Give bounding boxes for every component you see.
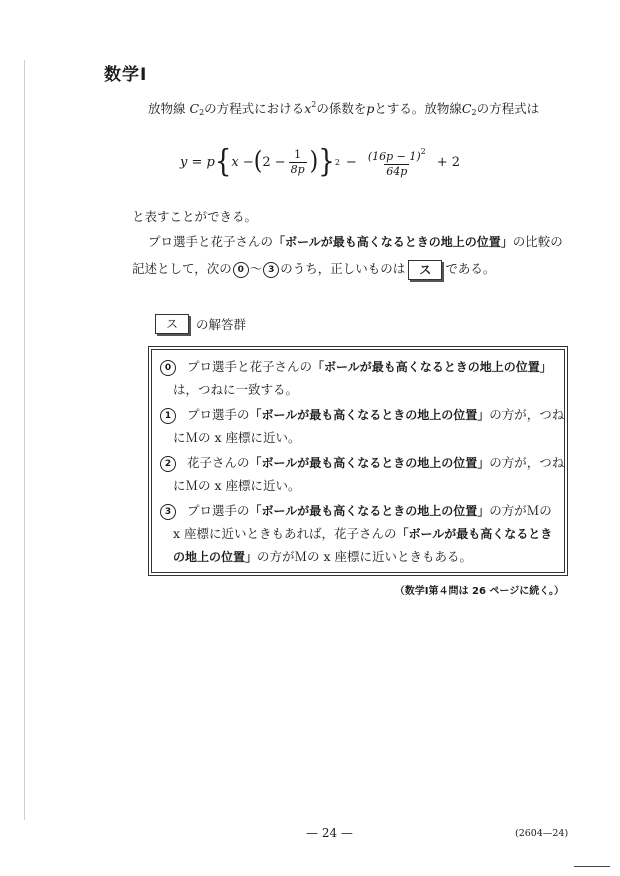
superscript: 2 (311, 100, 317, 109)
superscript: 2 (420, 147, 426, 156)
paragraph-line-4 (132, 259, 495, 280)
answer-group-heading (152, 314, 246, 334)
fraction-1-over-8p (289, 148, 307, 177)
text: プロ選手と花子さんの (148, 234, 274, 249)
text: の比較の (512, 234, 563, 249)
continue-note: （数学Ⅰ第４問は 26 ページに続く。） (394, 586, 564, 597)
circled-number-2: 2 (160, 456, 176, 472)
text: の係数を (316, 101, 367, 116)
text: のうち，正しいものは (280, 261, 406, 276)
var-x: x (304, 101, 312, 116)
text: の方程式における (204, 101, 305, 116)
choice-3-line-1 (159, 501, 552, 520)
circled-number-3: 3 (263, 262, 279, 278)
text: の方がＭの (489, 503, 552, 518)
brace-open: { (214, 144, 232, 180)
formula-two-minus: 2 − (262, 154, 286, 170)
circled-number-0: 0 (160, 360, 176, 376)
answer-box-su: ス (408, 260, 442, 280)
subscript: 2 (199, 108, 205, 117)
choice-3-line-2 (173, 524, 552, 542)
subject-title: 数学Ⅰ (104, 65, 148, 85)
tilde: 〜 (249, 261, 263, 276)
choice-1-line-1 (159, 405, 564, 424)
fraction-second-term (366, 145, 428, 179)
fraction-numerator: 1 (294, 147, 302, 161)
brace-close: } (318, 144, 335, 180)
bold-phrase: の地上の位置」 (173, 550, 258, 564)
curve-symbol: C (461, 101, 472, 116)
bold-phrase: 「ボールが最も高くなるときの地上の位置」 (249, 456, 490, 470)
text: 放物線 (148, 101, 186, 116)
text: の方が，つね (489, 407, 565, 422)
circled-number-3: 3 (160, 504, 176, 520)
bold-phrase: 「ボールが最も高くなるときの地上の位置」 (273, 235, 513, 249)
formula-tail: + 2 (436, 154, 461, 170)
page-margin-line (24, 60, 25, 820)
corner-rule (574, 866, 610, 867)
choice-3-line-3 (173, 547, 472, 565)
choice-0-line-1 (159, 357, 552, 376)
circled-number-1: 1 (160, 408, 176, 424)
choices-frame (148, 346, 568, 576)
paragraph-line-1 (148, 95, 539, 123)
formula-lhs: y = p (180, 154, 215, 170)
parabola-equation (180, 138, 460, 186)
subscript: 2 (471, 108, 477, 117)
text: 記述として，次の (132, 261, 232, 276)
fraction-denominator: 8p (290, 162, 305, 176)
paren-close: ) (309, 147, 319, 176)
bold-phrase: 「ボールが最も高くなるときの地上の位置」 (249, 504, 490, 518)
square-exponent: 2 (334, 157, 340, 167)
text: の方がＭの x 座標に近いときもある。 (257, 549, 473, 564)
choice-2-line-2: にＭの x 座標に近い。 (173, 478, 301, 493)
var-p: p (366, 101, 375, 116)
paren-open: ( (253, 147, 263, 176)
text: プロ選手の (186, 503, 250, 518)
paragraph-line-2: と表すことができる。 (132, 209, 258, 224)
text: プロ選手の (186, 407, 250, 422)
minus-sign: − (345, 154, 357, 170)
text: とする。放物線 (374, 101, 462, 116)
paragraph-line-3 (148, 232, 563, 252)
answer-group-text: の解答群 (196, 317, 247, 332)
exam-code: (2604—24) (515, 828, 569, 839)
text: の方程式は (476, 101, 540, 116)
curve-symbol: C (189, 101, 200, 116)
text: の方が，つね (489, 455, 565, 470)
choice-1-line-2: にＭの x 座標に近い。 (173, 430, 301, 445)
text: x 座標に近いときもあれば，花子さんの (173, 526, 397, 541)
text: プロ選手と花子さんの (186, 359, 312, 374)
text: 花子さんの (186, 455, 250, 470)
fraction-numerator (366, 145, 428, 164)
fraction-denominator: 64p (386, 165, 408, 178)
numerator-text: (16p − 1) (367, 150, 421, 163)
bold-phrase: 「ボールが最も高くなるときの地上の位置」 (312, 360, 552, 374)
bold-phrase: 「ボールが最も高くなるときの地上の位置」 (249, 408, 490, 422)
answer-box-su: ス (155, 314, 189, 334)
choice-2-line-1 (159, 453, 564, 472)
circled-number-0: 0 (233, 262, 249, 278)
page-number: — 24 — (306, 826, 353, 840)
bold-phrase: 「ボールが最も高くなるとき (396, 527, 553, 541)
formula-x: x − (231, 154, 254, 170)
choice-0-line-2: は，つねに一致する。 (173, 382, 299, 397)
text: である。 (445, 261, 496, 276)
